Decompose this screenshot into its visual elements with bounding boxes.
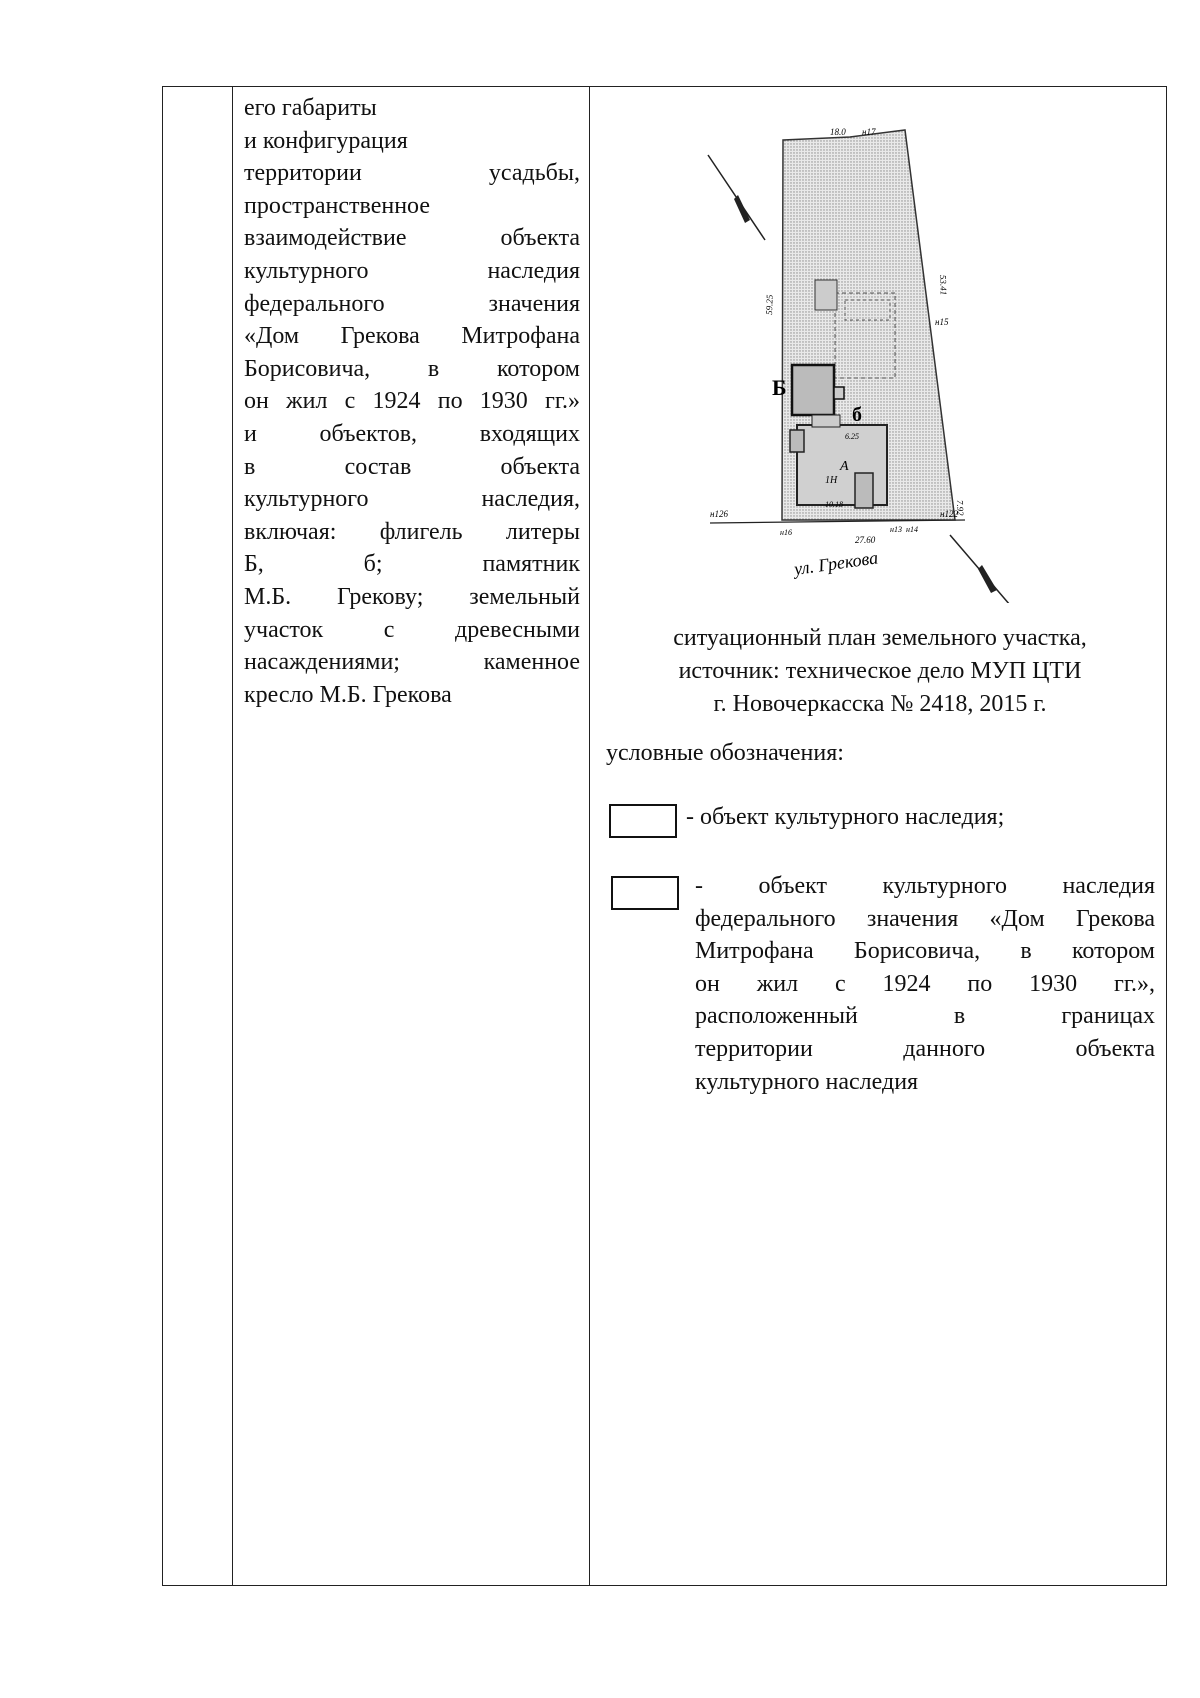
description-line: кресло М.Б. Грекова	[244, 681, 452, 708]
column-divider-1	[232, 86, 233, 1586]
description-line: его габариты	[244, 95, 377, 121]
dim-top: 18.0	[830, 127, 846, 137]
description-line: и конфигурация	[244, 127, 408, 154]
dim-left: 59.25	[764, 294, 775, 316]
south-arrow-head-icon	[978, 565, 997, 593]
inner-10: 10.18	[825, 500, 843, 509]
small-building	[815, 280, 837, 310]
building-small-b	[834, 387, 844, 399]
label-n13: н13	[890, 525, 902, 534]
legend-item-2-line: культурного наследия	[695, 1068, 919, 1095]
caption-line: ситуационный план земельного участка,	[673, 625, 1087, 651]
building-b	[792, 365, 834, 415]
description-line: территории усадьбы,	[244, 160, 580, 187]
site-plan-drawing	[700, 125, 1040, 603]
description-line: в состав объекта	[244, 453, 580, 480]
dim-bottom: 27.60	[855, 535, 876, 545]
legend-item-2-text	[695, 870, 1155, 1098]
label-n126: н126	[710, 509, 728, 519]
label-n122: н122	[940, 509, 958, 519]
legend-item-1-text: - объект культурного наследия;	[686, 804, 1005, 830]
description-line: культурного наследия	[244, 257, 580, 284]
legend-box-1	[609, 804, 677, 838]
building-a-annex	[790, 430, 804, 452]
building-a-porch	[855, 473, 873, 508]
caption-line: источник: техническое дело МУП ЦТИ	[678, 658, 1082, 684]
label-n14: н14	[906, 525, 918, 534]
dim-bottom-right: 7.92	[955, 499, 966, 516]
legend-item-2-line: территории данного объекта	[695, 1035, 1155, 1062]
dim-right: 53.41	[938, 274, 949, 296]
description-line: Борисовича, в котором	[244, 355, 580, 382]
legend-item-2-line: он жил с 1924 по 1930 гг.»,	[695, 970, 1155, 997]
legend-item-2-line: расположенный в границах	[695, 1003, 1155, 1030]
description-line: и объектов, входящих	[244, 420, 580, 447]
description-line: федерального значения	[244, 290, 580, 317]
label-n16: н16	[780, 528, 792, 537]
label-big-b: Б	[772, 375, 787, 400]
inner-625: 6.25	[845, 432, 859, 441]
legend-item-2-line: - объект культурного наследия	[695, 873, 1155, 899]
description-line: Б, б; памятник	[244, 551, 580, 578]
legend-item-2-line: федерального значения «Дом Грекова	[695, 905, 1155, 932]
description-line: пространственное	[244, 192, 430, 219]
dim-top-2: н17	[862, 127, 876, 137]
caption-line: г. Новочеркасска № 2418, 2015 г.	[713, 691, 1047, 717]
column-divider-2	[589, 86, 590, 1586]
description-line: насаждениями; каменное	[244, 649, 580, 676]
description-line: он жил с 1924 по 1930 гг.»	[244, 388, 580, 415]
description-cell	[244, 92, 580, 711]
north-arrow-head-icon	[734, 195, 750, 223]
building-a-extension	[812, 415, 840, 427]
street-name: ул. Грекова	[792, 547, 880, 579]
description-line: культурного наследия,	[244, 486, 580, 513]
legend-box-2	[611, 876, 679, 910]
description-line: М.Б. Грекову; земельный	[244, 583, 580, 610]
description-line: «Дом Грекова Митрофана	[244, 323, 580, 350]
legend-title: условные обозначения:	[606, 740, 844, 766]
description-line: включая: флигель литеры	[244, 518, 580, 545]
description-line: взаимодействие объекта	[244, 225, 580, 252]
inner-a: А	[840, 459, 849, 474]
label-small-b: б	[852, 404, 862, 426]
plan-caption	[600, 622, 1160, 721]
legend-item-2-line: Митрофана Борисовича, в котором	[695, 938, 1155, 965]
dim-right-2: н15	[935, 317, 949, 327]
description-line: участок с древесными	[244, 616, 580, 643]
inner-1n: 1Н	[825, 475, 838, 486]
